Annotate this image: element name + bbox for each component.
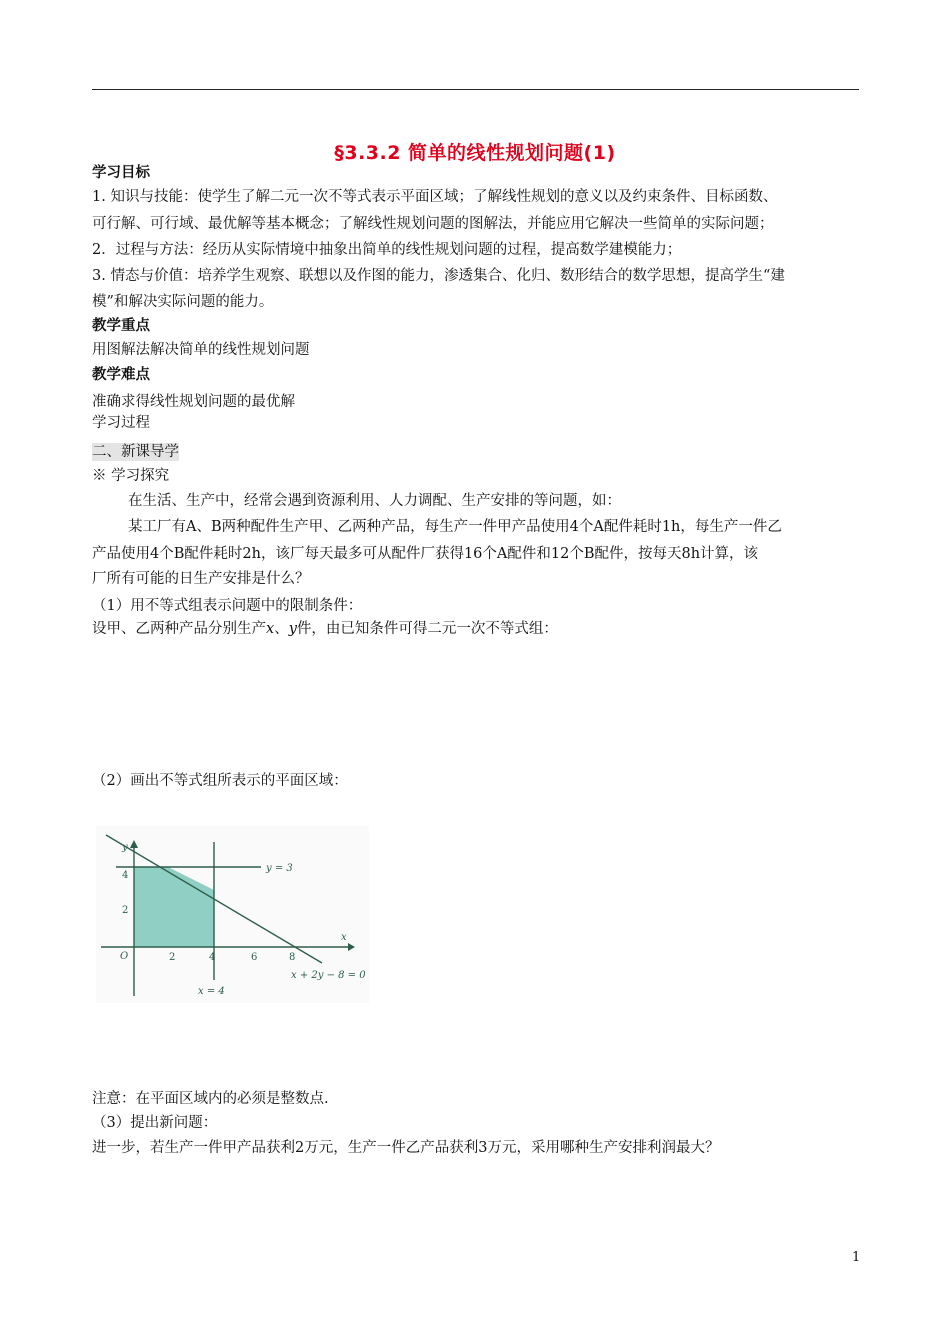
label-y-equals-3: y = 3: [266, 863, 293, 874]
difficulty-heading: 教学难点: [92, 367, 150, 383]
objective-line-5: 模”和解决实际问题的能力。: [92, 294, 274, 310]
problem-line-3: 厂所有可能的日生产安排是什么？: [92, 571, 310, 587]
objective-line-1: 1. 知识与技能：使学生了解二元一次不等式表示平面区域；了解线性规划的意义以及约束条件、目标函数、: [92, 189, 778, 205]
x-tick-2: 2: [169, 952, 176, 963]
header-rule: [92, 89, 859, 90]
x-axis-label: x: [341, 932, 347, 943]
y-tick-4: 4: [122, 870, 129, 881]
question-1-setup: [92, 620, 558, 638]
page-number: 1: [852, 1250, 861, 1265]
problem-line-2: 产品使用4个B配件耗时2h，该厂每天最多可从配件厂获得16个A配件和12个B配件，按每天8h计算，该: [92, 546, 759, 562]
var-x: x: [266, 621, 275, 637]
note: 注意：在平面区域内的必须是整数点.: [92, 1091, 329, 1107]
paragraph-intro: 在生活、生产中，经常会遇到资源利用、人力调配、生产安排的等问题，如：: [128, 493, 621, 509]
setup-suffix: 件，由已知条件可得二元一次不等式组：: [296, 621, 558, 637]
label-x-plus-2y-minus-8: x + 2y − 8 = 0: [291, 970, 366, 981]
question-1: （1）用不等式组表示问题中的限制条件：: [92, 598, 363, 614]
page-title: §3.3.2 简单的线性规划问题(1): [334, 142, 616, 164]
x-tick-6: 6: [251, 952, 258, 963]
question-3-text: 进一步，若生产一件甲产品获利2万元，生产一件乙产品获利3万元，采用哪种生产安排利润最大？: [92, 1140, 720, 1156]
difficulty-text: 准确求得线性规划问题的最优解: [92, 394, 295, 410]
label-x-equals-4: x = 4: [198, 986, 225, 997]
origin-label: O: [120, 951, 129, 962]
x-tick-8: 8: [289, 952, 296, 963]
question-3: （3）提出新问题：: [92, 1115, 218, 1131]
question-2: （2）画出不等式组所表示的平面区域：: [92, 773, 348, 789]
objective-line-4: 3. 情态与价值：培养学生观察、联想以及作图的能力，渗透集合、化归、数形结合的数学思想，提高学生“建: [92, 268, 785, 284]
objectives-heading: 学习目标: [92, 165, 150, 181]
key-points-heading: 教学重点: [92, 318, 150, 334]
key-points-text: 用图解法解决简单的线性规划问题: [92, 342, 310, 358]
study-explore-heading: ※ 学习探究: [92, 468, 170, 484]
setup-prefix: 设甲、乙两种产品分别生产: [92, 621, 266, 637]
problem-line-1: 某工厂有A、B两种配件生产甲、乙两种产品，每生产一件甲产品使用4个A配件耗时1h，每生产一件乙: [128, 519, 782, 535]
setup-separator: 、: [274, 621, 289, 637]
y-axis-label: y: [122, 842, 128, 853]
section-2-heading: 二、新课导学: [92, 444, 179, 460]
feasible-region-graph: [96, 826, 369, 1003]
x-tick-4: 4: [209, 952, 216, 963]
process-heading: 学习过程: [92, 415, 150, 431]
objective-line-3: 2．过程与方法：经历从实际情境中抽象出简单的线性规划问题的过程，提高数学建模能力；: [92, 242, 682, 258]
var-y: y: [288, 621, 297, 637]
y-tick-2: 2: [122, 905, 129, 916]
objective-line-2: 可行解、可行域、最优解等基本概念；了解线性规划问题的图解法，并能应用它解决一些简单的实际问题；: [92, 216, 774, 232]
